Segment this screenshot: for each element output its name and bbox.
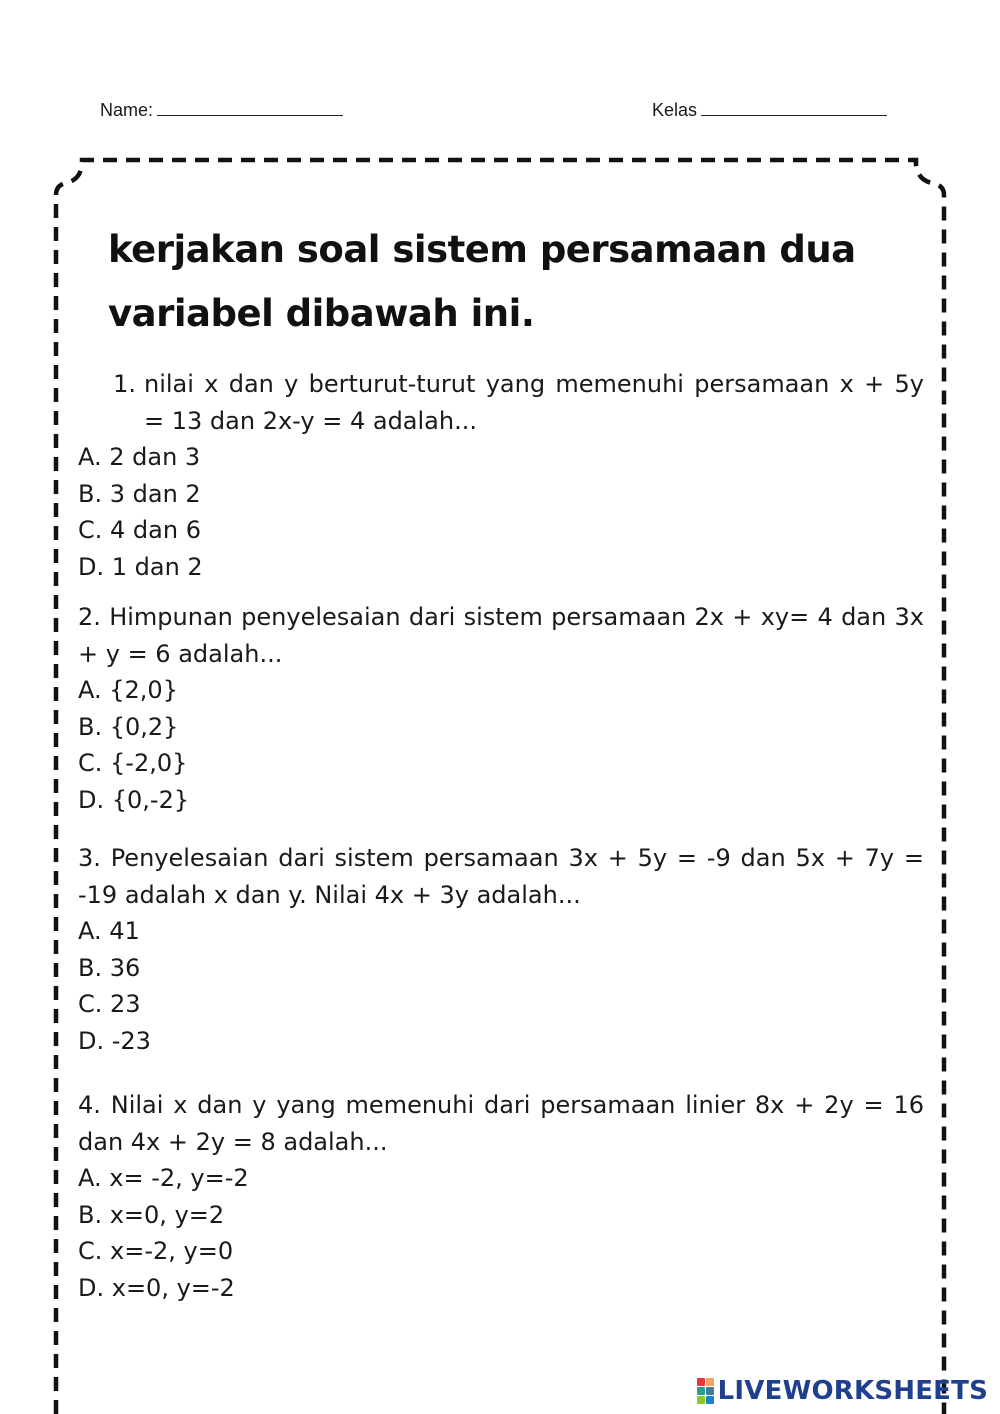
- option-d[interactable]: D. x=0, y=-2: [78, 1273, 235, 1302]
- class-label: Kelas: [652, 100, 698, 120]
- name-label: Name:: [100, 100, 154, 120]
- option-c[interactable]: C. {-2,0}: [78, 749, 188, 777]
- question-text: 4. Nilai x dan y yang memenuhi dari persamaan linier 8x + 2y = 16 dan 4x + 2y = 8 adalah...: [78, 1091, 924, 1156]
- option-d[interactable]: D. {0,-2}: [78, 785, 190, 814]
- option-d[interactable]: D. -23: [78, 1026, 151, 1055]
- option-b[interactable]: B. {0,2}: [78, 712, 179, 741]
- logo-mark-cell: [706, 1396, 714, 1404]
- option-b[interactable]: B. 3 dan 2: [78, 479, 201, 508]
- option-a[interactable]: A. x= -2, y=-2: [78, 1164, 249, 1192]
- logo-mark-cell: [706, 1378, 714, 1386]
- question-list: [78, 366, 924, 1306]
- liveworksheets-logo: [697, 1376, 988, 1406]
- question-text: 2. Himpunan penyelesaian dari sistem persamaan 2x + xy= 4 dan 3x + y = 6 adalah...: [78, 603, 924, 668]
- option-a[interactable]: A. {2,0}: [78, 676, 178, 704]
- logo-mark-cell: [706, 1387, 714, 1395]
- option-d[interactable]: D. 1 dan 2: [78, 552, 203, 581]
- logo-mark-cell: [697, 1378, 705, 1386]
- option-a[interactable]: A. 2 dan 3: [78, 443, 201, 471]
- option-a[interactable]: A. 41: [78, 917, 140, 945]
- question-number: 1.: [113, 370, 136, 398]
- option-c[interactable]: C. 4 dan 6: [78, 516, 201, 544]
- question-1: [78, 366, 924, 585]
- question-text: 3. Penyelesaian dari sistem persamaan 3x + 5y = -9 dan 5x + 7y = -19 adalah x dan y. Nilai 4x + 3y adalah...: [78, 844, 924, 909]
- question-text: nilai x dan y berturut-turut yang memenuhi persamaan x + 5y = 13 dan 2x-y = 4 adalah...: [144, 370, 924, 435]
- liveworksheets-logo-icon: [697, 1378, 714, 1404]
- option-c[interactable]: C. x=-2, y=0: [78, 1237, 234, 1265]
- option-b[interactable]: B. x=0, y=2: [78, 1200, 225, 1229]
- logo-mark-cell: [697, 1387, 705, 1395]
- worksheet-title: kerjakan soal sistem persamaan dua variabel dibawah ini.: [108, 228, 856, 335]
- option-c[interactable]: C. 23: [78, 990, 141, 1018]
- question-4: [78, 1087, 924, 1306]
- question-2: [78, 599, 924, 818]
- logo-text: LIVEWORKSHEETS: [717, 1376, 988, 1406]
- question-3: [78, 840, 924, 1059]
- logo-mark-cell: [697, 1396, 705, 1404]
- option-b[interactable]: B. 36: [78, 953, 141, 982]
